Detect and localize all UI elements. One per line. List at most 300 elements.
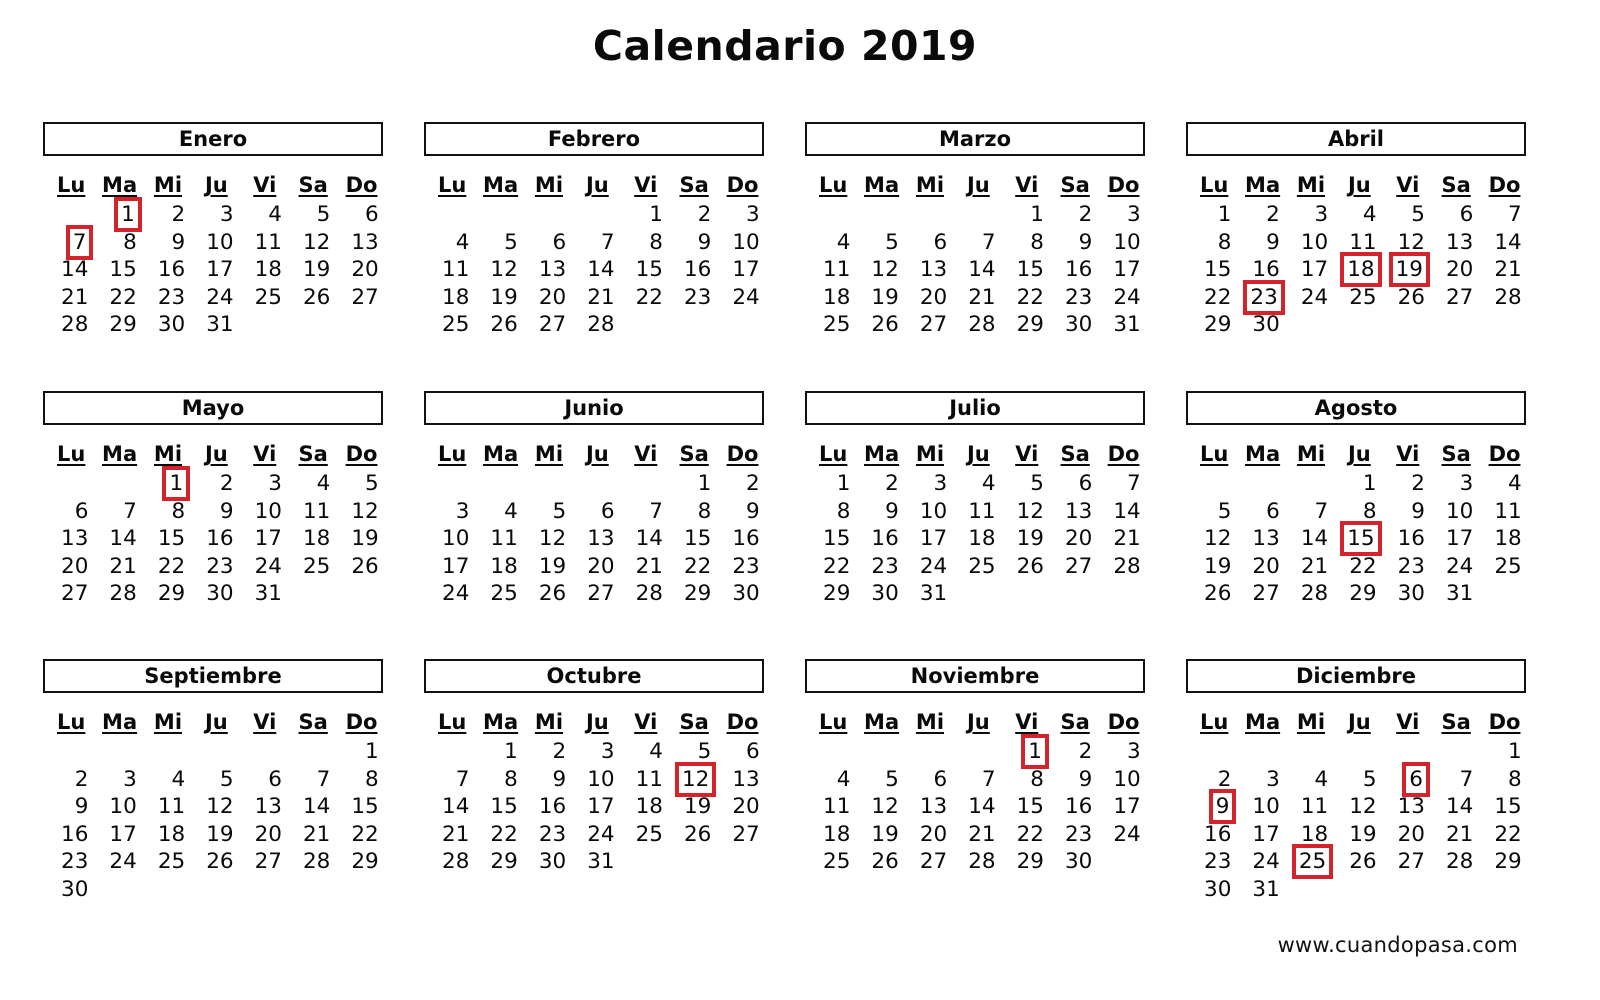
- day-cell: [670, 738, 718, 766]
- day-number: 8: [697, 498, 712, 524]
- day-cell: [906, 580, 954, 608]
- weekday-label: [1190, 170, 1238, 201]
- day-number: 3: [746, 202, 760, 227]
- day-cell: [1335, 580, 1383, 608]
- day-cell: [289, 229, 337, 257]
- day-number: 25: [1349, 284, 1377, 310]
- day-number: 14: [1445, 794, 1474, 820]
- day-cell: [573, 848, 621, 876]
- day-number: 29: [1016, 312, 1044, 338]
- day-cell: [192, 821, 240, 849]
- weekday-label-text: Do: [345, 710, 378, 734]
- weekday-label-text: Ma: [864, 710, 900, 734]
- day-cell: [857, 498, 905, 526]
- day-number: 11: [302, 498, 331, 524]
- day-cell: [95, 553, 143, 581]
- weekday-label: [857, 707, 905, 738]
- day-cell: [1238, 311, 1286, 339]
- weekday-label-text: Mi: [534, 173, 564, 197]
- day-cell: [337, 256, 385, 284]
- empty-day-cell: [428, 738, 476, 766]
- day-number: 10: [1300, 229, 1329, 255]
- day-cell: [428, 580, 476, 608]
- day-cell: [47, 876, 95, 904]
- weekday-label: [1432, 707, 1480, 738]
- day-number: 24: [206, 284, 234, 310]
- day-cell: [1003, 848, 1051, 876]
- day-cell: [622, 229, 670, 257]
- day-cell: [337, 553, 385, 581]
- weekday-label: [476, 707, 524, 738]
- day-number: 26: [351, 553, 379, 579]
- day-cell: [622, 201, 670, 229]
- empty-day-cell: [573, 201, 621, 229]
- month-grid: [809, 170, 1145, 339]
- day-number: 19: [683, 794, 712, 820]
- day-number: 16: [157, 257, 186, 283]
- month-grid: [428, 439, 764, 608]
- day-number: 11: [490, 526, 518, 552]
- day-number: 27: [1064, 553, 1093, 579]
- weekday-label: [1480, 707, 1528, 738]
- day-number: 30: [871, 581, 899, 607]
- weekday-label-text: Ju: [966, 710, 990, 734]
- empty-day-cell: [428, 470, 476, 498]
- day-number: 13: [1252, 526, 1280, 552]
- day-cell: [428, 498, 476, 526]
- weekday-label: [428, 439, 476, 470]
- day-number: 7: [316, 766, 331, 792]
- day-cell: [1335, 553, 1383, 581]
- weekday-label-text: Do: [1488, 442, 1521, 466]
- weekday-label-text: Do: [726, 173, 759, 197]
- empty-day-cell: [573, 470, 621, 498]
- day-number: 8: [649, 229, 663, 255]
- day-number: 20: [1252, 553, 1280, 579]
- day-number: 19: [1204, 553, 1232, 579]
- day-cell: [718, 793, 766, 821]
- weekday-label: [1238, 170, 1286, 201]
- weekday-label: [622, 170, 670, 201]
- day-cell: [809, 821, 857, 849]
- day-number: 18: [490, 553, 518, 579]
- day-number: 5: [1362, 766, 1377, 792]
- weekday-label-text: Lu: [819, 710, 848, 734]
- day-number: 27: [1445, 284, 1474, 310]
- day-number: 26: [871, 849, 899, 875]
- month-enero: [43, 122, 383, 339]
- day-number: 20: [351, 257, 379, 283]
- weekday-label-text: Lu: [438, 173, 467, 197]
- day-cell: [192, 553, 240, 581]
- day-number: 9: [1411, 498, 1425, 524]
- day-number: 19: [351, 526, 379, 552]
- weekday-label: [1051, 707, 1099, 738]
- day-cell: [95, 256, 143, 284]
- weekday-label: [337, 439, 385, 470]
- day-cell: [1003, 470, 1051, 498]
- weekday-label: [809, 707, 857, 738]
- day-number: 13: [61, 526, 89, 552]
- day-number: 14: [442, 794, 470, 820]
- day-number: 23: [1064, 821, 1093, 847]
- day-cell: [192, 229, 240, 257]
- day-cell: [192, 848, 240, 876]
- day-number: 19: [1349, 821, 1377, 847]
- month-octubre: [424, 659, 764, 876]
- day-number: 22: [823, 553, 851, 579]
- day-number: 25: [157, 849, 186, 875]
- day-number: 8: [1030, 766, 1044, 792]
- day-number: 26: [206, 849, 234, 875]
- day-cell: [476, 525, 524, 553]
- weekday-label-text: Vi: [253, 173, 277, 197]
- empty-day-cell: [857, 201, 905, 229]
- day-number: 28: [1113, 553, 1141, 579]
- day-cell: [670, 256, 718, 284]
- day-cell: [1384, 284, 1432, 312]
- day-cell: [1335, 470, 1383, 498]
- empty-day-cell: [622, 470, 670, 498]
- day-cell: [95, 580, 143, 608]
- empty-day-cell: [47, 738, 95, 766]
- day-cell: [1384, 498, 1432, 526]
- day-number: 1: [649, 202, 663, 227]
- month-header: Febrero: [424, 122, 764, 156]
- day-cell: [289, 201, 337, 229]
- day-cell: [622, 498, 670, 526]
- day-cell: [428, 311, 476, 339]
- day-cell: [1238, 553, 1286, 581]
- day-number: 24: [1252, 849, 1280, 875]
- day-number: 7: [649, 498, 663, 524]
- weekday-label: [1003, 170, 1051, 201]
- weekday-label-text: Vi: [253, 710, 277, 734]
- day-number: 30: [206, 581, 234, 607]
- day-number: 26: [538, 581, 567, 607]
- day-cell: [47, 284, 95, 312]
- day-cell: [954, 311, 1002, 339]
- day-number: 9: [171, 229, 186, 255]
- empty-day-cell: [1287, 470, 1335, 498]
- day-number: 1: [504, 739, 518, 764]
- day-cell: [1335, 821, 1383, 849]
- day-cell: [906, 793, 954, 821]
- day-cell: [192, 311, 240, 339]
- weekday-label-text: Ju: [204, 173, 228, 197]
- day-number: 9: [219, 498, 234, 524]
- empty-day-cell: [192, 738, 240, 766]
- month-noviembre: [805, 659, 1145, 876]
- day-number: 19: [871, 284, 899, 310]
- day-cell: [1190, 498, 1238, 526]
- day-number: 3: [455, 498, 470, 524]
- day-number: 1: [121, 202, 135, 227]
- month-diciembre: [1186, 659, 1526, 904]
- weekday-label: [670, 439, 718, 470]
- weekday-label: [1384, 170, 1432, 201]
- day-number: 16: [1252, 257, 1280, 283]
- day-cell: [954, 256, 1002, 284]
- weekday-label: [525, 707, 573, 738]
- day-number: 17: [587, 794, 615, 820]
- day-cell: [670, 525, 718, 553]
- day-cell: [809, 793, 857, 821]
- day-number: 15: [635, 257, 663, 283]
- day-cell: [1190, 876, 1238, 904]
- weekday-label-text: Ju: [585, 173, 609, 197]
- day-cell: [289, 256, 337, 284]
- day-cell: [144, 284, 192, 312]
- day-number: 18: [635, 794, 663, 820]
- day-number: 19: [538, 553, 567, 579]
- day-cell: [1051, 525, 1099, 553]
- day-number: 15: [109, 257, 137, 283]
- day-cell: [289, 525, 337, 553]
- day-cell: [1051, 738, 1099, 766]
- day-number: 28: [968, 849, 996, 875]
- day-number: 22: [351, 821, 379, 847]
- day-cell: [1432, 553, 1480, 581]
- day-number: 17: [1113, 257, 1141, 283]
- weekday-label-text: Ju: [1347, 442, 1371, 466]
- day-number: 9: [697, 229, 712, 255]
- day-number: 26: [1204, 581, 1232, 607]
- day-cell: [525, 311, 573, 339]
- day-cell: [857, 229, 905, 257]
- day-cell: [1384, 229, 1432, 257]
- day-number: 12: [681, 766, 710, 792]
- day-cell: [525, 553, 573, 581]
- day-cell: [1099, 256, 1147, 284]
- day-number: 25: [254, 284, 282, 310]
- day-number: 20: [1445, 257, 1474, 283]
- day-number: 21: [635, 553, 663, 579]
- day-cell: [1384, 821, 1432, 849]
- day-number: 1: [1028, 739, 1042, 764]
- day-cell: [241, 580, 289, 608]
- day-number: 19: [302, 257, 331, 283]
- day-number: 15: [1347, 526, 1375, 552]
- day-cell: [1432, 766, 1480, 794]
- weekday-label-text: Ju: [585, 442, 609, 466]
- day-number: 29: [1016, 849, 1044, 875]
- day-number: 1: [169, 471, 184, 496]
- month-grid: [428, 707, 764, 876]
- day-number: 30: [1397, 581, 1425, 607]
- weekday-label: [1099, 707, 1147, 738]
- day-cell: [428, 256, 476, 284]
- day-cell: [428, 848, 476, 876]
- day-number: 27: [919, 849, 948, 875]
- day-cell: [1051, 201, 1099, 229]
- weekday-label: [1335, 707, 1383, 738]
- day-number: 4: [455, 229, 470, 255]
- day-number: 18: [1347, 257, 1375, 283]
- day-number: 21: [61, 284, 89, 310]
- day-number: 4: [316, 471, 331, 496]
- day-cell: [1432, 256, 1480, 284]
- day-number: 22: [1494, 821, 1522, 847]
- weekday-label: [718, 439, 766, 470]
- day-cell: [525, 525, 573, 553]
- day-number: 30: [1252, 312, 1280, 338]
- day-cell: [1099, 311, 1147, 339]
- day-cell: [1432, 848, 1480, 876]
- day-cell: [954, 553, 1002, 581]
- day-cell: [1051, 553, 1099, 581]
- weekday-label-text: Mi: [534, 442, 564, 466]
- weekday-label: [144, 439, 192, 470]
- day-number: 7: [1314, 498, 1329, 524]
- day-cell: [47, 311, 95, 339]
- day-number: 15: [351, 794, 379, 820]
- day-number: 3: [1314, 202, 1329, 227]
- weekday-label-text: Sa: [679, 442, 709, 466]
- day-number: 14: [635, 526, 663, 552]
- day-number: 25: [1298, 849, 1327, 875]
- weekday-label: [718, 170, 766, 201]
- day-cell: [857, 256, 905, 284]
- day-cell: [1003, 553, 1051, 581]
- weekday-label: [857, 439, 905, 470]
- day-number: 31: [1113, 312, 1141, 338]
- day-number: 4: [171, 766, 186, 792]
- day-cell: [622, 553, 670, 581]
- day-cell: [144, 311, 192, 339]
- day-number: 8: [1362, 498, 1377, 524]
- day-cell: [573, 498, 621, 526]
- day-number: 17: [109, 821, 137, 847]
- day-cell: [337, 525, 385, 553]
- day-number: 12: [1349, 794, 1377, 820]
- day-number: 14: [302, 794, 331, 820]
- day-number: 9: [552, 766, 567, 792]
- day-number: 12: [1016, 498, 1044, 524]
- day-cell: [1480, 229, 1528, 257]
- day-number: 24: [254, 553, 282, 579]
- day-cell: [622, 580, 670, 608]
- day-cell: [1287, 553, 1335, 581]
- day-cell: [906, 525, 954, 553]
- month-header: Diciembre: [1186, 659, 1526, 693]
- day-cell: [857, 470, 905, 498]
- day-number: 16: [1204, 821, 1232, 847]
- day-cell: [857, 284, 905, 312]
- day-cell: [954, 470, 1002, 498]
- day-cell: [1190, 201, 1238, 229]
- weekday-label-text: Ma: [102, 710, 138, 734]
- day-cell: [1480, 498, 1528, 526]
- day-number: 27: [587, 581, 615, 607]
- day-number: 25: [823, 312, 851, 338]
- weekday-label: [954, 707, 1002, 738]
- weekday-label-text: Lu: [57, 710, 86, 734]
- day-cell: [1287, 256, 1335, 284]
- day-number: 24: [1113, 284, 1141, 310]
- day-cell: [337, 284, 385, 312]
- day-cell: [718, 580, 766, 608]
- day-number: 5: [316, 202, 331, 227]
- day-number: 26: [683, 821, 712, 847]
- day-number: 17: [206, 257, 234, 283]
- month-grid: [47, 439, 383, 608]
- day-number: 8: [365, 766, 379, 792]
- day-number: 12: [871, 257, 899, 283]
- day-cell: [192, 766, 240, 794]
- weekday-label: [337, 707, 385, 738]
- day-cell: [95, 766, 143, 794]
- day-number: 14: [1113, 498, 1141, 524]
- weekday-label: [428, 170, 476, 201]
- month-abril: [1186, 122, 1526, 339]
- weekday-label: [1051, 170, 1099, 201]
- empty-day-cell: [1238, 470, 1286, 498]
- weekday-label: [192, 707, 240, 738]
- day-number: 7: [1508, 202, 1522, 227]
- weekday-label: [906, 439, 954, 470]
- day-number: 7: [72, 229, 87, 255]
- weekday-label-text: Ma: [483, 710, 519, 734]
- weekday-label-text: Ma: [1245, 710, 1281, 734]
- day-cell: [192, 470, 240, 498]
- day-cell: [573, 525, 621, 553]
- holiday-day-cell: [1335, 525, 1383, 553]
- day-number: 8: [123, 229, 137, 255]
- day-cell: [1384, 525, 1432, 553]
- empty-day-cell: [428, 201, 476, 229]
- day-number: 12: [871, 794, 899, 820]
- day-number: 22: [109, 284, 137, 310]
- day-cell: [1099, 498, 1147, 526]
- weekday-label-text: Sa: [1060, 710, 1090, 734]
- day-number: 6: [600, 498, 615, 524]
- weekday-label: [622, 439, 670, 470]
- weekday-label: [906, 707, 954, 738]
- day-cell: [1190, 311, 1238, 339]
- day-number: 8: [836, 498, 851, 524]
- day-cell: [906, 229, 954, 257]
- day-cell: [1051, 793, 1099, 821]
- weekday-label: [525, 439, 573, 470]
- weekday-label-text: Lu: [438, 442, 467, 466]
- day-number: 29: [1349, 581, 1377, 607]
- weekday-label: [192, 170, 240, 201]
- day-number: 23: [1250, 284, 1278, 310]
- day-number: 18: [157, 821, 186, 847]
- day-number: 12: [351, 498, 379, 524]
- day-number: 21: [442, 821, 470, 847]
- day-cell: [670, 201, 718, 229]
- day-number: 13: [1397, 794, 1425, 820]
- day-cell: [525, 738, 573, 766]
- day-number: 1: [697, 471, 712, 496]
- day-number: 22: [157, 553, 186, 579]
- day-number: 15: [490, 794, 518, 820]
- day-number: 5: [365, 471, 379, 496]
- day-number: 24: [1300, 284, 1329, 310]
- day-cell: [718, 498, 766, 526]
- day-cell: [906, 766, 954, 794]
- day-number: 31: [587, 849, 615, 875]
- day-number: 30: [157, 312, 186, 338]
- day-number: 19: [871, 821, 899, 847]
- day-cell: [144, 498, 192, 526]
- weekday-label: [1432, 439, 1480, 470]
- day-cell: [525, 256, 573, 284]
- month-header: Abril: [1186, 122, 1526, 156]
- day-cell: [1190, 821, 1238, 849]
